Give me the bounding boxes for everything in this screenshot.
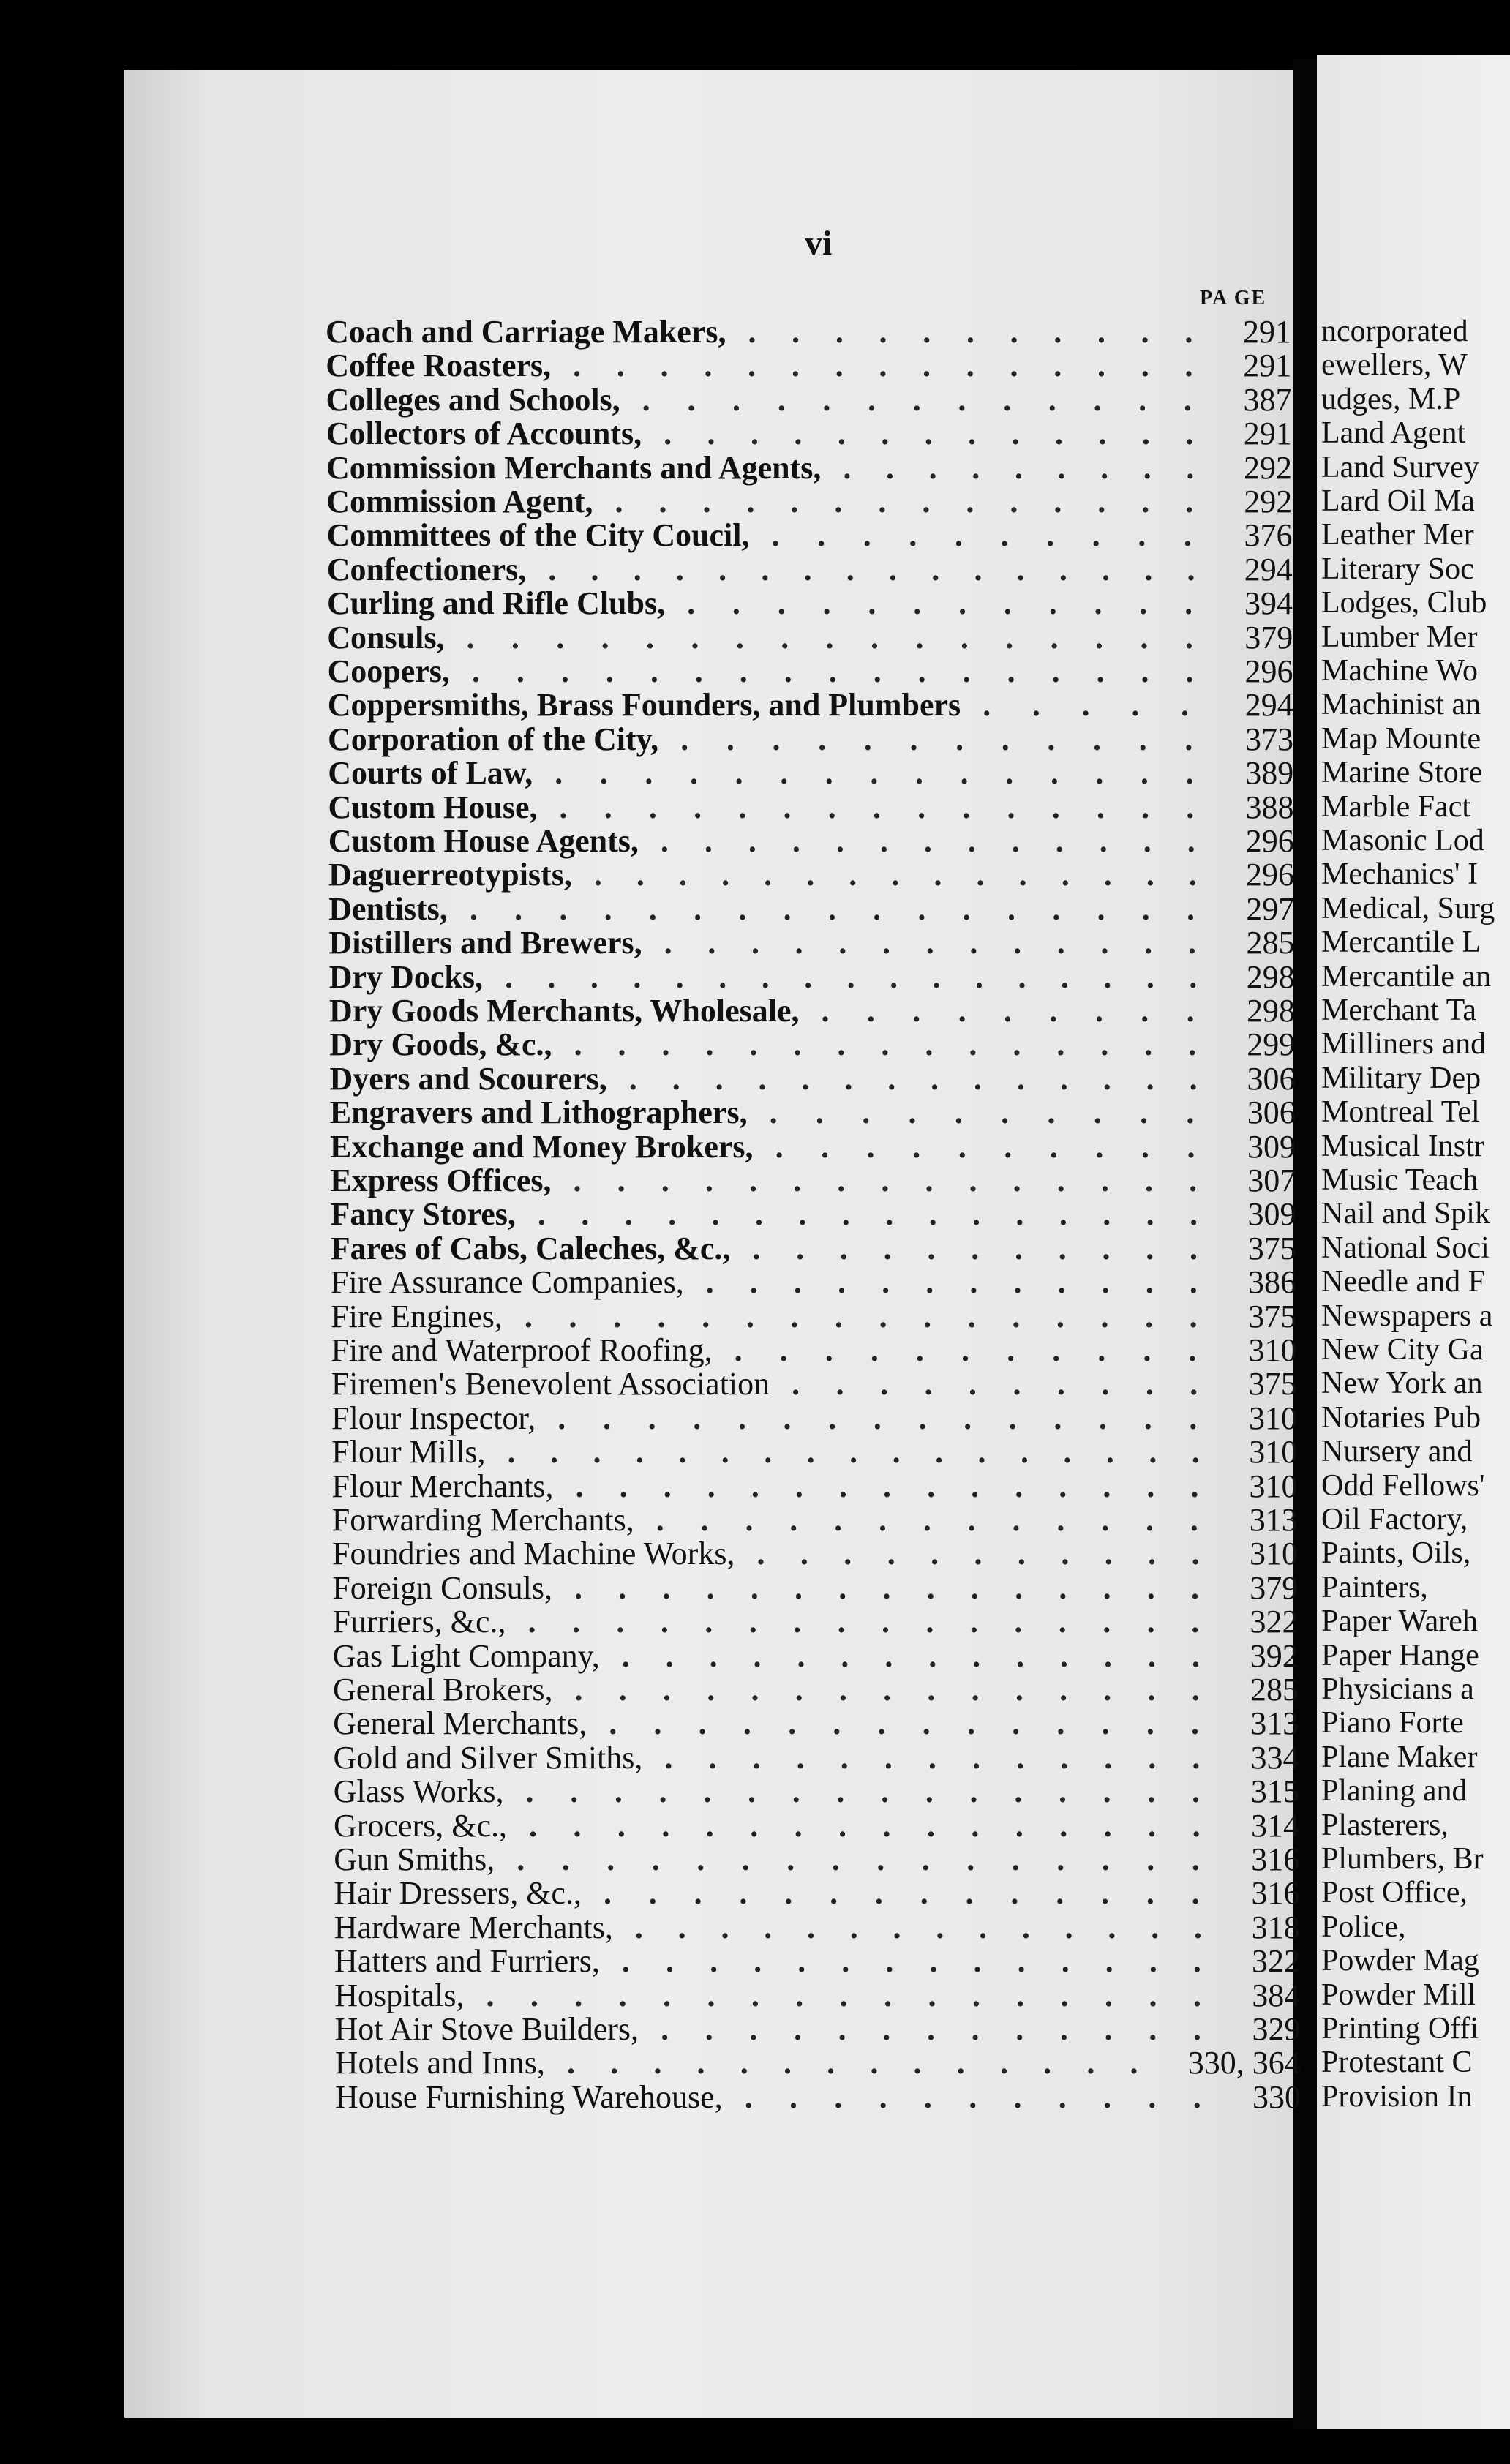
entry-page-number: 298 (1247, 993, 1295, 1029)
right-page-fragment: ewellers, W (1321, 348, 1468, 383)
leader-dots: ........... (734, 1332, 1234, 1368)
entry-page-number: 306 (1247, 1060, 1296, 1097)
entry-page-number: 294 (1244, 551, 1293, 587)
entry-name: Corporation of the City, (328, 721, 659, 757)
entry-page-number: 384 (1252, 1977, 1301, 2013)
leader-dots: ........... (752, 1230, 1233, 1266)
entry-page-number: 291 (1243, 348, 1292, 384)
right-page-fragment: udges, M.P (1321, 382, 1461, 416)
right-page-fragment: Marine Store (1321, 756, 1483, 790)
leader-dots: ................ (517, 1841, 1237, 1877)
entry-name: Dry Goods Merchants, Wholesale, (329, 993, 800, 1029)
entry-name: Daguerreotypists, (328, 857, 572, 893)
entry-page-number: 310 (1248, 1332, 1297, 1368)
entry-name: Collectors of Accounts, (326, 416, 642, 452)
leader-dots: ............. (661, 2011, 1238, 2047)
leader-dots: ............ (680, 721, 1231, 757)
right-page-fragment: Leather Mer (1321, 518, 1474, 552)
entry-page-number: 310 (1249, 1468, 1298, 1504)
entry-page-number: 334 (1250, 1739, 1299, 1776)
index-entry (326, 484, 1296, 519)
index-entry (332, 1571, 1301, 1605)
right-page-fragment: Lard Oil Ma (1321, 484, 1475, 518)
leader-dots: ........... (748, 314, 1228, 350)
entry-page-number: 375 (1247, 1230, 1296, 1266)
leader-dots: .............. (566, 2045, 1173, 2081)
right-page-fragment: Merchant Ta (1321, 994, 1477, 1027)
index-entry (329, 960, 1299, 994)
entry-name: Engravers and Lithographers, (329, 1094, 748, 1131)
entry-page-number: 392 (1250, 1637, 1299, 1674)
entry-page-number: 379 (1244, 619, 1293, 656)
entry-name: Custom House, (328, 789, 538, 825)
entry-name: Gun Smiths, (334, 1841, 495, 1877)
index-entry (331, 1367, 1301, 1401)
entry-name: Foreign Consuls, (332, 1569, 552, 1606)
right-page-fragment: Literary Soc (1321, 552, 1474, 586)
leader-dots: ............... (555, 755, 1231, 792)
right-page-fragment: Mercantile L (1321, 925, 1481, 960)
index-entry (328, 790, 1298, 825)
leader-dots: ........... (756, 1536, 1235, 1572)
entry-name: Distillers and Brewers, (328, 925, 642, 961)
index-entry (328, 824, 1298, 858)
leader-dots: ................ (537, 1196, 1233, 1233)
right-page-fragment: Printing Offi (1321, 2012, 1479, 2046)
leader-dots: ................. (507, 1434, 1235, 1470)
right-page-fragment: Needle and F (1321, 1265, 1485, 1299)
entry-name: Flour Merchants, (331, 1468, 554, 1504)
leader-dots: ............. (660, 823, 1231, 859)
right-page-fragment: Land Agent (1321, 416, 1466, 451)
right-page-fragment: Music Teach (1321, 1163, 1479, 1197)
entry-name: Committees of the City Coucil, (326, 517, 750, 554)
index-entry (326, 416, 1296, 451)
index-entry (334, 1910, 1304, 1945)
right-page-fragment: Powder Mag (1321, 1944, 1479, 1978)
entry-page-number: 296 (1245, 823, 1294, 859)
entry-name: Foundries and Machine Works, (332, 1536, 735, 1572)
entry-page-number: 386 (1248, 1264, 1296, 1301)
entry-page-number: 379 (1250, 1569, 1299, 1606)
index-entry (331, 1333, 1301, 1367)
entry-page-number: 292 (1244, 484, 1293, 519)
index-entry (331, 1299, 1300, 1334)
right-page-fragment: Planing and (1321, 1774, 1468, 1808)
entry-name: General Merchants, (333, 1705, 587, 1742)
entry-page-number: 315 (1250, 1773, 1299, 1810)
entry-name: Exchange and Money Brokers, (330, 1128, 754, 1165)
right-page-fragment: Paper Hange (1321, 1638, 1479, 1672)
right-page-fragment: Powder Mill (1321, 1977, 1476, 2012)
entry-name: Commission Merchants and Agents, (326, 449, 822, 486)
entry-name: Fire and Waterproof Roofing, (331, 1332, 713, 1368)
entry-page-number: 298 (1246, 958, 1295, 995)
entry-page-number: 285 (1250, 1672, 1299, 1708)
right-page-fragment: Painters, (1321, 1570, 1428, 1604)
right-page-fragment: Provision In (1321, 2079, 1473, 2114)
right-page-fragment: Medical, Surg (1321, 891, 1495, 925)
leader-dots: ........... (744, 2078, 1238, 2115)
entry-page-number: 309 (1247, 1128, 1296, 1165)
entry-page-number: 373 (1245, 721, 1293, 757)
entry-name: Firemen's Benevolent Association (331, 1366, 770, 1402)
leader-dots: ............... (574, 1672, 1236, 1708)
right-page-fragment: Plasterers, (1321, 1808, 1449, 1842)
leader-dots: .............. (615, 484, 1230, 519)
index-entry (332, 1469, 1301, 1503)
right-page-fragment: Marble Fact (1321, 789, 1471, 824)
right-page-fragment: Plane Maker (1321, 1740, 1478, 1774)
entry-name: Dyers and Scourers, (329, 1060, 607, 1097)
leader-dots: .......... (792, 1366, 1234, 1402)
index-entry (333, 1672, 1302, 1707)
index-entry (333, 1639, 1302, 1673)
entry-name: Furriers, &c., (332, 1604, 506, 1640)
entry-name: Coppersmiths, Brass Founders, and Plumbers (327, 687, 961, 724)
index-entry (327, 518, 1296, 552)
index-entry (333, 1706, 1302, 1740)
entry-page-number: 307 (1247, 1162, 1296, 1198)
entry-page-number: 318 (1251, 1909, 1300, 1945)
right-page-fragment: Mercantile an (1321, 959, 1492, 994)
index-entry (331, 1435, 1301, 1469)
entry-page-number: 376 (1244, 517, 1293, 554)
entry-name: Curling and Rifle Clubs, (327, 585, 666, 622)
entry-name: Coopers, (327, 653, 450, 689)
leader-dots: .............. (609, 1705, 1236, 1742)
right-page-fragment: New York an (1321, 1367, 1483, 1401)
index-entry (328, 756, 1297, 790)
right-page-fragment: Musical Instr (1321, 1129, 1484, 1163)
entry-page-number: 296 (1244, 653, 1293, 689)
entry-name: Grocers, &c., (334, 1807, 508, 1844)
leader-dots: ............... (557, 1400, 1234, 1436)
right-page-fragment: Machinist an (1321, 688, 1481, 722)
right-page-fragment: New City Ga (1321, 1333, 1484, 1367)
entry-name: Hospitals, (334, 1977, 465, 2013)
entry-name: Hatters and Furriers, (334, 1943, 600, 1980)
index-entry (330, 1130, 1299, 1164)
entry-page-number: 316 (1251, 1841, 1300, 1877)
leader-dots: ............ (687, 585, 1230, 622)
right-page-fragment: Plumbers, Br (1321, 1842, 1484, 1876)
entry-name: Fire Assurance Companies, (331, 1264, 684, 1301)
index-entry (331, 1401, 1301, 1435)
entry-name: General Brokers, (333, 1672, 553, 1708)
entry-page-number: 294 (1244, 687, 1293, 724)
index-entry (326, 451, 1296, 485)
right-page-fragment: Protestant C (1321, 2046, 1473, 2080)
entry-name: Dentists, (328, 890, 448, 927)
entry-name: Fire Engines, (331, 1298, 503, 1334)
right-page-fragment: Piano Forte (1321, 1706, 1464, 1740)
entry-page-number: 330, 364 (1187, 2045, 1301, 2081)
entry-page-number: 329 (1252, 2011, 1301, 2047)
leader-dots: ................ (548, 551, 1230, 587)
entry-page-number: 322 (1252, 1943, 1300, 1980)
leader-dots: ............... (559, 789, 1231, 825)
right-page-fragment: Machine Wo (1321, 654, 1478, 688)
right-page-fragment: Nursery and (1321, 1435, 1473, 1469)
leader-dots: ................. (469, 890, 1232, 927)
entry-page-number: 313 (1250, 1705, 1299, 1742)
right-page-fragment: Montreal Tel (1321, 1095, 1480, 1130)
leader-dots: ............... (573, 1162, 1233, 1198)
entry-page-number: 297 (1246, 890, 1295, 927)
index-entry (328, 857, 1298, 892)
leader-dots: .............. (628, 1060, 1233, 1097)
index-entry (334, 1774, 1303, 1808)
leader-dots: ..... (983, 687, 1231, 724)
entry-page-number: 316 (1251, 1875, 1300, 1912)
entry-name: Hotels and Inns, (334, 2045, 545, 2081)
entry-page-number: 310 (1249, 1400, 1297, 1436)
leader-dots: .......... (769, 1094, 1233, 1131)
entry-name: Fares of Cabs, Caleches, &c., (330, 1230, 731, 1266)
index-entry (328, 722, 1297, 756)
index-entry (331, 1265, 1300, 1299)
right-page-fragment: Oil Factory, (1321, 1503, 1468, 1536)
right-page-fragment: Police, (1321, 1909, 1406, 1944)
index-entry (326, 383, 1296, 417)
right-page-fragment: Newspapers a (1321, 1299, 1493, 1333)
index-entry (328, 688, 1297, 722)
right-page-fragment: Nail and Spik (1321, 1197, 1490, 1231)
leader-dots: ......... (821, 993, 1232, 1029)
page-number: vi (805, 224, 833, 263)
entry-page-number: 389 (1245, 755, 1294, 792)
index-entry (334, 1808, 1303, 1843)
index-entry (334, 1978, 1304, 2013)
leader-dots: .......... (775, 1128, 1233, 1165)
leader-dots: ............. (664, 416, 1229, 452)
leader-dots: ................ (529, 1807, 1236, 1844)
entry-name: Commission Agent, (326, 484, 593, 519)
right-page-fragment: Lumber Mer (1321, 620, 1478, 654)
entry-name: Hardware Merchants, (334, 1909, 613, 1945)
index-entry (333, 1604, 1302, 1639)
index-entry (327, 620, 1296, 655)
index-entry (327, 586, 1296, 620)
leader-dots: ............. (664, 925, 1232, 961)
index-entry (329, 925, 1299, 960)
index-entry (329, 994, 1299, 1028)
entry-page-number: 285 (1246, 925, 1295, 961)
entry-name: House Furnishing Warehouse, (335, 2078, 723, 2115)
entry-page-number: 375 (1248, 1298, 1297, 1334)
right-page-fragment: Mechanics' I (1321, 857, 1478, 892)
page-column-header: PA GE (1200, 287, 1267, 309)
right-page-fragment: Lodges, Club (1321, 586, 1487, 620)
leader-dots: ............ (705, 1264, 1233, 1301)
leader-dots: ................. (504, 958, 1232, 995)
index-entry (332, 1503, 1301, 1537)
leader-dots: ............... (573, 348, 1229, 384)
entry-name: Flour Mills, (331, 1434, 486, 1470)
entry-page-number: 306 (1247, 1094, 1296, 1131)
index-entry (329, 1027, 1299, 1062)
leader-dots: ............... (574, 1569, 1236, 1606)
index-entry (334, 1876, 1304, 1910)
leader-dots: ................. (486, 1977, 1238, 2013)
leader-dots: ............... (593, 857, 1231, 893)
entry-page-number: 314 (1251, 1807, 1299, 1844)
entry-page-number: 291 (1243, 314, 1291, 350)
entry-page-number: 330 (1252, 2078, 1301, 2115)
entry-page-number: 313 (1249, 1502, 1298, 1538)
right-page-fragment: Map Mounte (1321, 721, 1481, 756)
leader-dots: .......... (771, 517, 1230, 554)
leader-dots: ................ (527, 1604, 1236, 1640)
right-page-fragment: Notaries Pub (1321, 1400, 1481, 1435)
entry-page-number: 292 (1244, 449, 1292, 486)
index-entry (326, 315, 1295, 349)
entry-name: Glass Works, (333, 1773, 504, 1810)
leader-dots: ................ (524, 1298, 1234, 1334)
entry-name: Courts of Law, (328, 755, 533, 792)
right-page-fragment: Milliners and (1321, 1027, 1487, 1062)
index-entry (326, 348, 1295, 383)
leader-dots: ............. (656, 1502, 1235, 1538)
right-page-fragment: Post Office, (1321, 1876, 1468, 1910)
entry-page-number: 296 (1246, 857, 1294, 893)
entry-page-number: 375 (1248, 1366, 1297, 1402)
entry-name: Gold and Silver Smiths, (333, 1739, 643, 1776)
entry-name: Coffee Roasters, (326, 348, 552, 384)
right-page-fragment: Masonic Lod (1321, 824, 1484, 857)
right-page-fragment: Military Dep (1321, 1061, 1481, 1095)
entry-page-number: 322 (1250, 1604, 1299, 1640)
index-entry (334, 1944, 1304, 1978)
entry-page-number: 309 (1247, 1196, 1296, 1233)
right-page-fragment: ncorporated (1321, 315, 1468, 348)
index-entry (330, 1062, 1299, 1096)
right-page-fragment: Odd Fellows' (1321, 1468, 1485, 1503)
entry-name: Express Offices, (330, 1162, 552, 1198)
entry-page-number: 310 (1250, 1536, 1298, 1572)
index-entry (330, 1163, 1299, 1198)
leader-dots: ............... (574, 1026, 1233, 1063)
leader-dots: .............. (603, 1875, 1237, 1912)
entry-name: Forwarding Merchants, (331, 1502, 634, 1538)
entry-name: Fancy Stores, (330, 1196, 516, 1233)
right-page-fragment: Paper Wareh (1321, 1604, 1478, 1639)
leader-dots: .............. (621, 1637, 1236, 1674)
index-entry (328, 654, 1297, 688)
entry-name: Dry Docks, (328, 958, 483, 995)
leader-dots: .............. (621, 1943, 1237, 1980)
right-page-fragment: Paints, Oils, (1321, 1536, 1471, 1571)
right-page-fragment: Physicians a (1321, 1672, 1474, 1706)
right-page-fragment: National Soci (1321, 1231, 1490, 1265)
index-entry (335, 2012, 1304, 2046)
index-entry (334, 1740, 1303, 1775)
entry-name: Flour Inspector, (331, 1400, 536, 1436)
entry-name: Custom House Agents, (328, 823, 639, 859)
leader-dots: ......... (843, 449, 1229, 486)
entry-name: Gas Light Company, (332, 1637, 600, 1674)
entry-name: Hot Air Stove Builders, (334, 2011, 639, 2047)
right-page-fragment: Land Survey (1321, 450, 1479, 484)
leader-dots: ................. (471, 653, 1231, 689)
index-entry (330, 1095, 1299, 1130)
index-entry (332, 1536, 1301, 1571)
index-entry (334, 1842, 1303, 1877)
entry-name: Coach and Carriage Makers, (326, 314, 726, 350)
leader-dots: ............. (664, 1739, 1236, 1776)
entry-name: Confectioners, (326, 551, 527, 587)
entry-name: Dry Goods, &c., (329, 1026, 552, 1063)
entry-name: Colleges and Schools, (326, 381, 620, 418)
entry-page-number: 291 (1243, 416, 1292, 452)
entry-name: Consuls, (327, 619, 445, 656)
index-entry (331, 1231, 1300, 1266)
index-entry (331, 1197, 1300, 1231)
entry-page-number: 387 (1243, 381, 1292, 418)
index-entry (328, 892, 1298, 926)
leader-dots: ............. (642, 381, 1229, 418)
entry-page-number: 299 (1247, 1026, 1296, 1063)
entry-name: Hair Dressers, &c., (334, 1875, 582, 1912)
entry-page-number: 388 (1245, 789, 1294, 825)
leader-dots: .............. (634, 1909, 1237, 1945)
leader-dots: ............... (575, 1468, 1235, 1504)
leader-dots: ................. (466, 619, 1231, 656)
index-entry (327, 552, 1296, 587)
entry-page-number: 310 (1249, 1434, 1298, 1470)
entry-page-number: 394 (1244, 585, 1293, 622)
leader-dots: ................ (525, 1773, 1236, 1810)
index-entry (335, 2080, 1304, 2114)
index-entry (335, 2046, 1304, 2080)
